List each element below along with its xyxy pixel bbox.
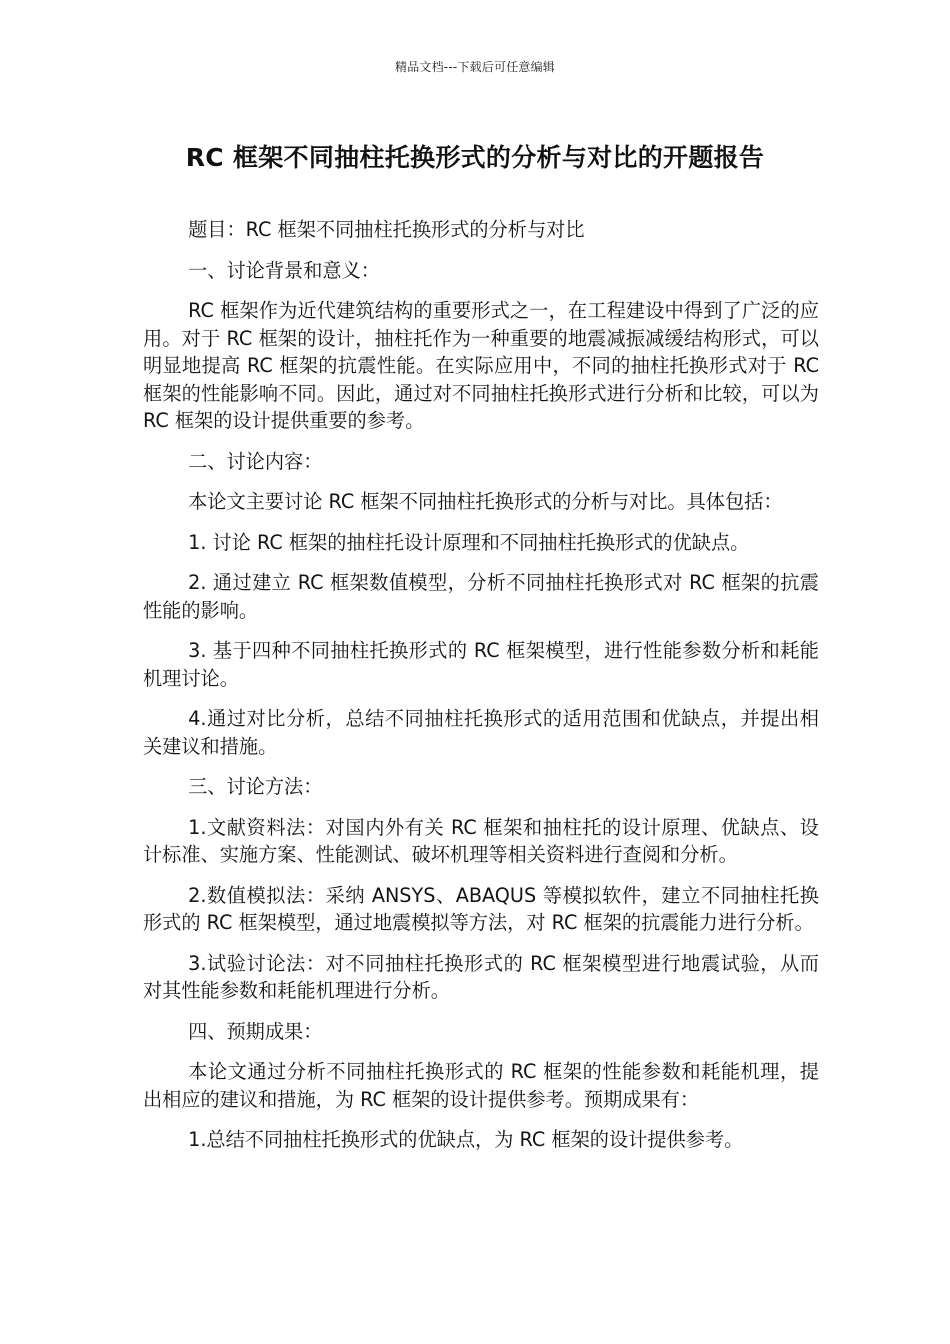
method-item-2: 2.数值模拟法：采纳 ANSYS、ABAQUS 等模拟软件，建立不同抽柱托换形式的 RC 框架模型，通过地震模拟等方法，对 RC 框架的抗震能力进行分析。 (143, 883, 819, 934)
content-item-2: 2. 通过建立 RC 框架数值模型，分析不同抽柱托换形式对 RC 框架的抗震性能的影响。 (143, 571, 819, 622)
method-item-3: 3.试验讨论法：对不同抽柱托换形式的 RC 框架模型进行地震试验，从而对其性能参数和耗能机理进行分析。 (143, 951, 819, 1002)
document-body (143, 216, 819, 1167)
content-item-4: 4.通过对比分析，总结不同抽柱托换形式的适用范围和优缺点，并提出相关建议和措施。 (143, 707, 819, 758)
paragraph-expected-results: 本论文通过分析不同抽柱托换形式的 RC 框架的性能参数和耗能机理，提出相应的建议和措施，为 RC 框架的设计提供参考。预期成果有： (143, 1060, 819, 1111)
heading-content: 二、讨论内容： (188, 449, 323, 473)
heading-methods: 三、讨论方法： (188, 775, 323, 798)
result-item-1: 1.总结不同抽柱托换形式的优缺点，为 RC 框架的设计提供参考。 (188, 1128, 744, 1151)
content-item-3: 3. 基于四种不同抽柱托换形式的 RC 框架模型，进行性能参数分析和耗能机理讨论。 (143, 639, 819, 690)
document-title: RC 框架不同抽柱托换形式的分析与对比的开题报告 (185, 143, 765, 172)
method-item-1: 1.文献资料法：对国内外有关 RC 框架和抽柱托的设计原理、优缺点、设计标准、实施方案、性能测试、破坏机理等相关资料进行查阅和分析。 (143, 815, 819, 866)
header-note: 精品文档---下载后可任意编辑 (395, 60, 555, 74)
paragraph-topic: 题目：RC 框架不同抽柱托换形式的分析与对比 (188, 218, 585, 241)
heading-background: 一、讨论背景和意义： (188, 258, 380, 282)
paragraph-background: RC 框架作为近代建筑结构的重要形式之一，在工程建设中得到了广泛的应用。对于 RC 框架的设计，抽柱托作为一种重要的地震减振减缓结构形式，可以明显地提高 RC 框架的抗震性能。在实际应用中，不同的抽柱托换形式对于 RC 框架的性能影响不同。因此，通过对不同抽柱托换形式进行分析和比较，可以为 RC 框架的设计提供重要的参考。 (143, 299, 819, 432)
content-item-1: 1. 讨论 RC 框架的抽柱托设计原理和不同抽柱托换形式的优缺点。 (188, 530, 750, 554)
paragraph-content-intro: 本论文主要讨论 RC 框架不同抽柱托换形式的分析与对比。具体包括： (188, 490, 783, 513)
heading-expected-results: 四、预期成果： (188, 1019, 323, 1043)
